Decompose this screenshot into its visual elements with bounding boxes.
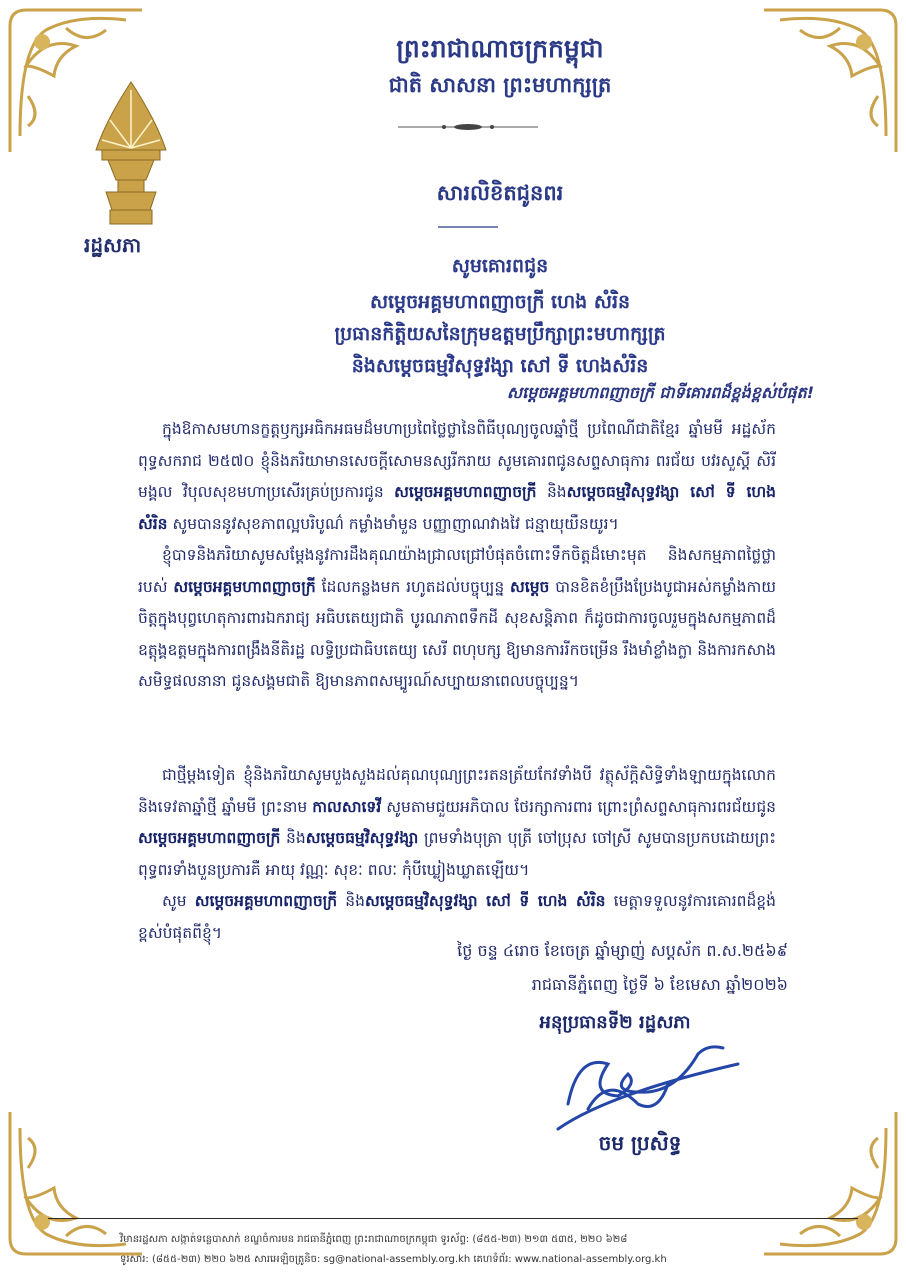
honorific-name: សម្តេចធម្មវិសុទ្ធវង្សា សៅ ទី ហេង សំរិន bbox=[364, 892, 606, 910]
lunar-date: ថ្ងៃ ចន្ទ ៤រោច ខែចេត្រ ឆ្នាំម្សាញ់ សប្តស័ក ព.ស.២៥៦៩ bbox=[457, 941, 788, 960]
paragraph-text: ក្នុងឱកាសមហានក្ខត្តឫក្សអធិកអធមដ៏មហាប្រពៃថ្លៃថ្លានៃពិធីបុណ្យចូលឆ្នាំថ្មី ប្រពៃណីជាតិខ្មែរ ឆ្នាំមមី អដ្ឋស័ក ពុទ្ធសករាជ ២៥៧០ ខ្ញុំនិងភរិយាមានសេចក្តីសោមនស្សរីករាយ សូមគោរពជូនសព្ទសាធុការ ពរជ័យ បវរសួស្តី សិរីមង្គល វិបុលសុខមហាប្រសើរគ្រប់ប្រការជូន bbox=[138, 420, 776, 501]
paragraph-text: ព្រមទាំងបុត្រា បុត្រី ចៅប្រុស ចៅស្រី សូមបានប្រកបដោយព្រះពុទ្ធពរទាំងបួនប្រការគឺ អាយុ វណ្ណៈ សុខៈ ពលៈ កុំបីឃ្លៀងឃ្លាតឡើយ។ bbox=[138, 829, 776, 879]
body-paragraph bbox=[138, 760, 776, 886]
paragraph-text: ជាថ្មីម្តងទៀត ខ្ញុំនិងភរិយាសូមបួងសួងដល់គុណបុណ្យព្រះរតនត្រ័យកែវទាំងបី វត្ថុស័ក្តិសិទ្ធិទាំងឡាយក្នុងលោក និងទេវតាឆ្នាំថ្មី ឆ្នាំមមី ព្រះនាម bbox=[138, 766, 776, 816]
footer-contact: ទូរសារ: (៨៥៥-២៣) ២២០ ៦២៥ សារអេឡិចត្រូនិច: sg@national-assembly.org.kh គេហទំព័រ: www.national-assembly.org.kh bbox=[120, 1254, 667, 1265]
honorific-name: សម្តេចអគ្គមហាពញាចក្រី bbox=[194, 892, 338, 910]
honorific-name: សម្តេចធម្មវិសុទ្ធវង្សា bbox=[305, 829, 419, 847]
body-paragraph bbox=[138, 414, 776, 540]
paragraph-text: និង bbox=[536, 483, 567, 501]
signatory-name: ចម ប្រសិទ្ធ bbox=[598, 1131, 682, 1155]
document-title: សារលិខិតជូនពរ bbox=[436, 181, 564, 205]
ornamental-divider-icon bbox=[438, 224, 498, 230]
honorific-name: សម្តេចអគ្គមហាពញាចក្រី bbox=[173, 577, 316, 596]
paragraph-text: មេត្តាទទួលនូវការគោរពដ៏ខ្ពង់ខ្ពស់បំផុតពីខ្ញុំ។ bbox=[138, 892, 776, 942]
ornamental-divider-icon bbox=[398, 122, 538, 132]
handwritten-signature-icon bbox=[548, 1034, 748, 1134]
honorific-name: សម្តេចអគ្គមហាពញាចក្រី bbox=[138, 829, 281, 847]
paragraph-text: និង bbox=[280, 829, 306, 847]
national-motto: ជាតិ សាសនា ព្រះមហាក្សត្រ bbox=[388, 73, 612, 97]
national-assembly-emblem-icon bbox=[88, 80, 174, 230]
salutation: សម្តេចអគ្គមហាពញាចក្រី ជាទីគោរពដ៏ខ្ពង់ខ្ពស់បំផុត! bbox=[506, 383, 814, 402]
paragraph-text: និង bbox=[337, 892, 365, 910]
signatory-title: អនុប្រធានទី២ រដ្ឋសភា bbox=[539, 1012, 691, 1033]
body-paragraph bbox=[138, 540, 776, 698]
address-line: ប្រធានកិត្តិយសនៃក្រុមឧត្តមប្រឹក្សាព្រះមហាក្សត្រ bbox=[334, 323, 666, 345]
address-line: សូមគោរពជូន bbox=[451, 255, 549, 277]
paragraph-text: សូមបាននូវសុខភាពល្អបរិបូណ៌ កម្លាំងមាំមួន បញ្ញាញាណវាងវៃ ជន្មាយុយឺនយូរ។ bbox=[167, 514, 619, 533]
footer-divider bbox=[48, 1218, 858, 1219]
footer-address: វិមានរដ្ឋសភា សង្កាត់ទន្លេបាសាក់ ខណ្ឌចំការមន រាជធានីភ្នំពេញ ព្រះរាជាណាចក្រកម្ពុជា ទូរស័ព្ទ: (៨៥៥-២៣) ២១៣ ៥៣៥, ២២០ ៦២៨ bbox=[120, 1234, 628, 1245]
honorific-name: សម្តេចអគ្គមហាពញាចក្រី bbox=[394, 483, 537, 501]
paragraph-text: ដែលកន្លងមក រហូតដល់បច្ចុប្បន្ន bbox=[315, 577, 511, 596]
address-line: និងសម្តេចធម្មវិសុទ្ធវង្សា សៅ ទី ហេងសំរិន bbox=[351, 355, 649, 377]
honorific-name: សម្តេចធម្មវិសុទ្ធវង្សា សៅ ទី ហេង សំរិន bbox=[138, 483, 776, 533]
address-line: សម្តេចអគ្គមហាពញាចក្រី ហេង សំរិន bbox=[369, 291, 631, 313]
paragraph-text: ខ្ញុំបាទនិងភរិយាសូមសម្តែងនូវការដឹងគុណយ៉ាងជ្រាលជ្រៅបំផុតចំពោះទឹកចិត្តដ៏មោះមុត និងសកម្មភាពថ្លៃថ្លារបស់ bbox=[138, 546, 776, 596]
kingdom-heading: ព្រះរាជាណាចក្រកម្ពុជា bbox=[396, 34, 604, 63]
paragraph-text: សូមតាមជួយអភិបាល ថែរក្សាការពារ ព្រោះព្រំសព្ទសាធុការពរជ័យជូន bbox=[381, 797, 776, 816]
paragraph-text: សូម bbox=[162, 892, 195, 910]
solar-date: រាជធានីភ្នំពេញ ថ្ងៃទី ៦ ខែមេសា ឆ្នាំ២០២៦ bbox=[531, 975, 788, 994]
paragraph-text: បានខិតខំប្រឹងប្រែងបូជាអស់កម្លាំងកាយចិត្តក្នុងបុព្វហេតុការពារឯករាជ្យ អធិបតេយ្យជាតិ បូរណភាពទឹកដី សុខសន្តិភាព ក៏ដូចជាការចូលរួមក្នុងសកម្មភាពដ៏ឧត្តុង្គឧត្តមក្នុងការពង្រឹងនីតិរដ្ឋ លទ្ធិប្រជាធិបតេយ្យ សេរី ពហុបក្ស ឱ្យមានការរីកចម្រើន រឹងមាំខ្លាំងក្លា និងការកសាងសមិទ្ធផលនានា ជូនសង្គមជាតិ ឱ្យមានភាពសម្បូរណ៍សប្បាយនាពេលបច្ចុប្បន្ន។ bbox=[138, 577, 776, 690]
honorific-name: សម្តេច bbox=[510, 577, 550, 596]
emblem-label: រដ្ឋសភា bbox=[84, 233, 142, 257]
deity-name: កាលសាទេវី bbox=[312, 797, 382, 816]
